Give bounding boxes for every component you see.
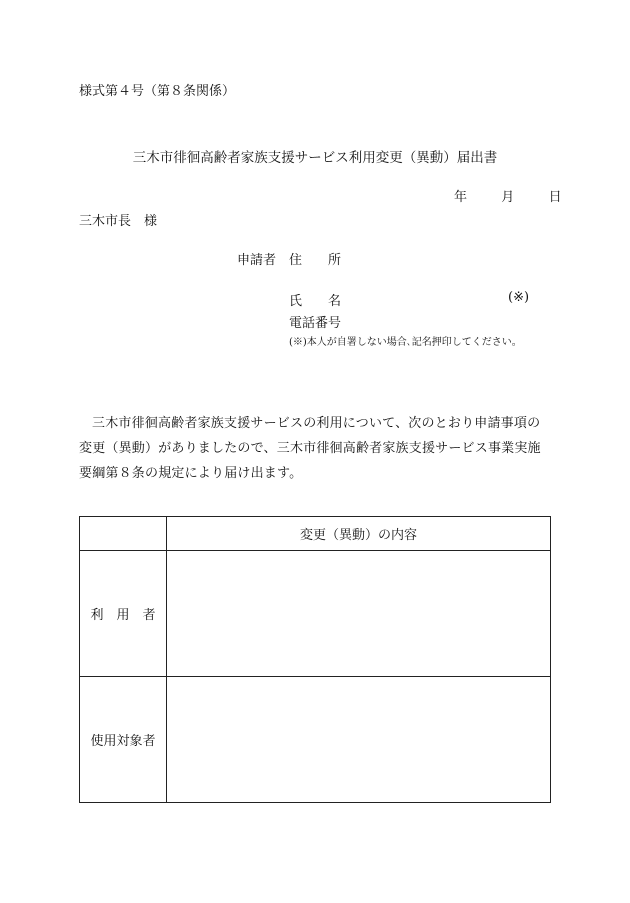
form-number: 様式第４号（第８条関係）: [79, 84, 236, 99]
header-blank-cell: [80, 517, 167, 551]
body-paragraph: 三木市徘徊高齢者家族支援サービスの利用について、次のとおり申請事項の変更（異動）がありましたので、三木市徘徊高齢者家族支援サービス事業実施要綱第８条の規定により届け出ます。: [79, 416, 541, 481]
phone-label: 電話番号: [289, 316, 342, 331]
document-title: 三木市徘徊高齢者家族支援サービス利用変更（異動）届出書: [132, 150, 498, 166]
name-label: 氏 名: [289, 294, 342, 309]
addressee: 三木市長 様: [79, 214, 158, 229]
date-year-label: 年: [454, 190, 468, 205]
table-header: 変更（異動）の内容: [167, 517, 551, 551]
table-header-row: [80, 517, 551, 551]
date-day-label: 日: [548, 190, 562, 205]
seal-mark: (※): [508, 290, 530, 305]
row-label-target: 使用対象者: [80, 677, 167, 803]
row-label-user: 利 用 者: [80, 551, 167, 677]
table-row: [80, 551, 551, 677]
applicant-label: 申請者: [237, 253, 277, 268]
date-month-label: 月: [501, 190, 515, 205]
address-label: 住 所: [289, 253, 342, 268]
change-table: [79, 516, 551, 803]
signature-note: (※)本人が自署しない場合､記名押印してください｡: [289, 337, 517, 348]
date-line: [454, 186, 562, 205]
row-content-target[interactable]: [167, 677, 551, 803]
row-content-user[interactable]: [167, 551, 551, 677]
table-row: [80, 677, 551, 803]
